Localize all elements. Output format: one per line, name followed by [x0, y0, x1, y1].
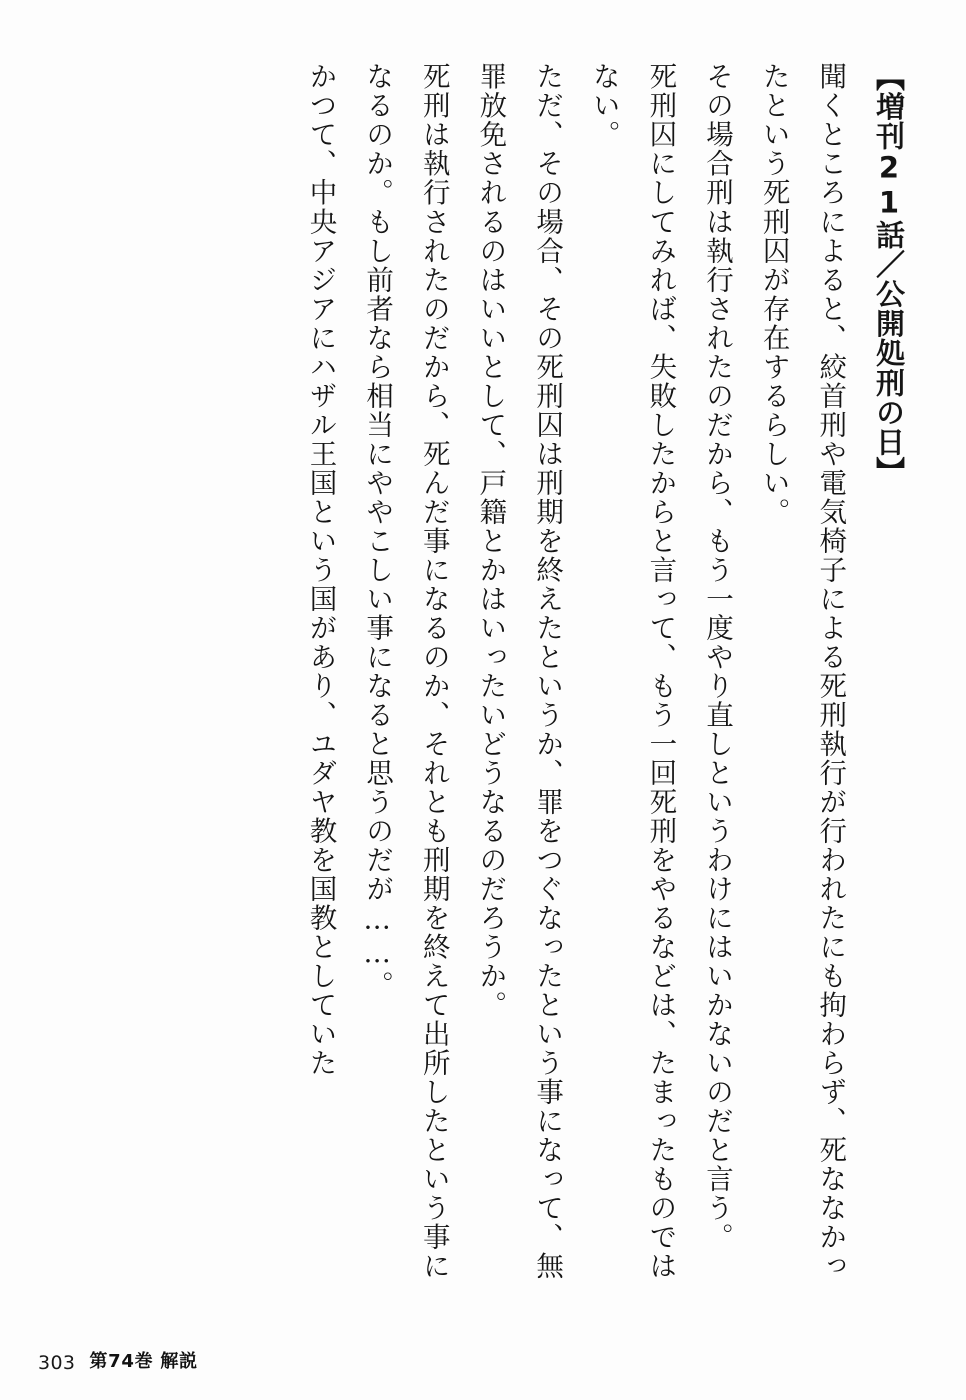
- paragraph-5: 死刑は執行されたのだから、死んだ事になるのか、それとも刑期を終えて出所したという事になるのか。もし前者なら相当にややこしい事になると思うのだが……。: [361, 62, 450, 1281]
- page-number: 303: [38, 1352, 76, 1374]
- paragraph-4: ただ、その場合、その死刑囚は刑期を終えたというか、罪をつぐなったという事になって、無罪放免されるのはいいとして、戸籍とかはいったいどうなるのだろうか。: [474, 62, 564, 1281]
- paragraph-2: その場合刑は執行されたのだから、もう一度やり直しというわけにはいかないのだと言う。: [700, 62, 733, 1252]
- paragraph-6: かつて、中央アジアにハザル王国という国があり、ユダヤ教を国教としていた: [304, 62, 337, 1078]
- paragraph-3: 死刑囚にしてみれば、失敗したからと言って、もう一回死刑をやるなどは、たまったものではない。: [587, 62, 677, 1281]
- article-heading: 【増刊21話／公開処刑の日】: [872, 62, 906, 487]
- footer-title: 第74巻 解説: [89, 1351, 198, 1372]
- page-footer: [0, 1340, 966, 1374]
- vertical-text-body: [40, 62, 918, 1292]
- paragraph-1: 聞くところによると、絞首刑や電気椅子による死刑執行が行われたにも拘わらず、死ななかったという死刑囚が存在するらしい。: [757, 62, 847, 1281]
